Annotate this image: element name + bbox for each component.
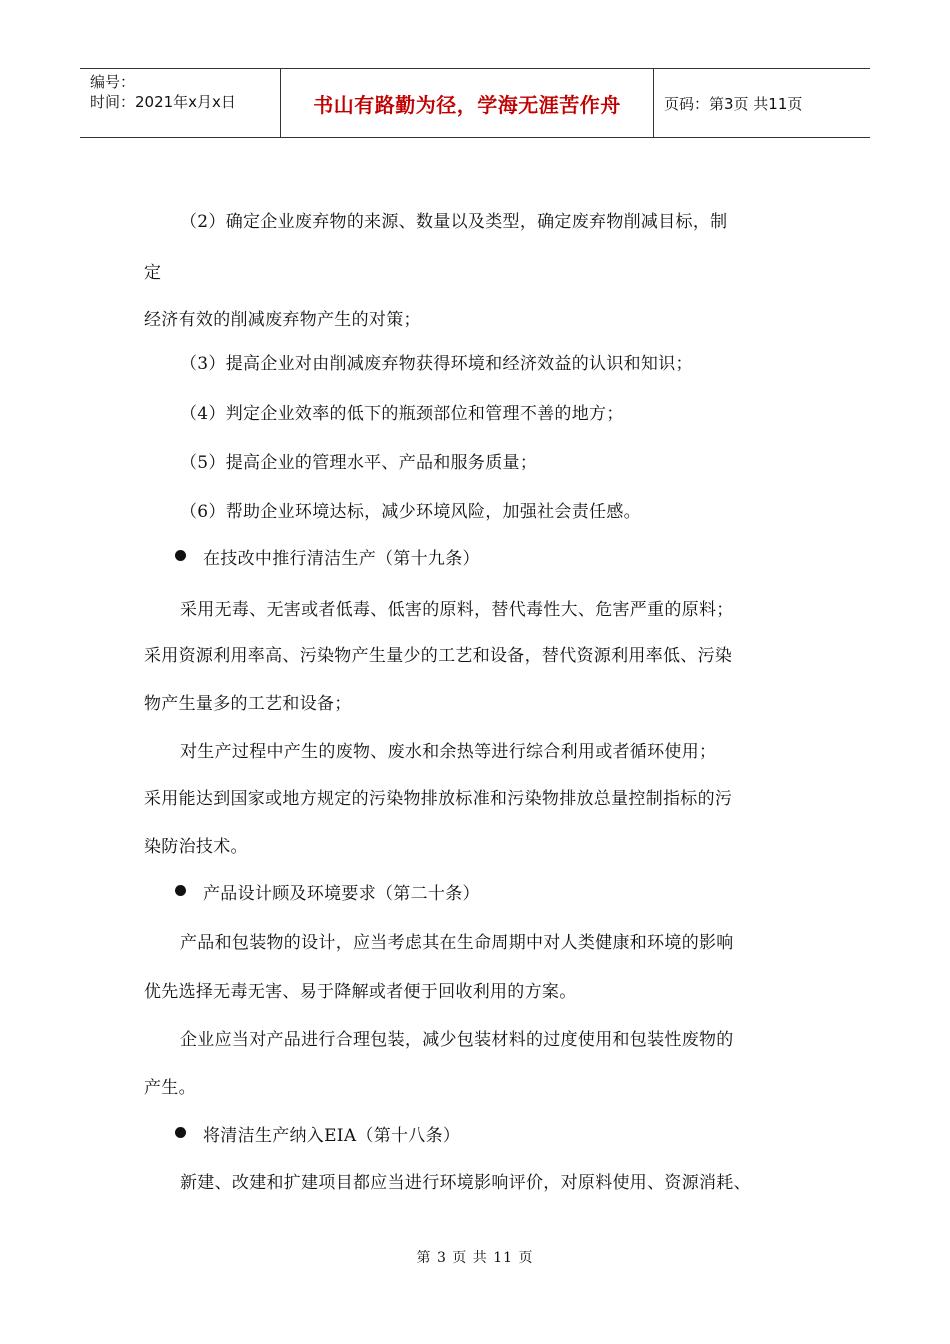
section-heading: 将清洁生产纳入EIA（第十八条） xyxy=(203,1126,461,1146)
paragraph-line: （5）提高企业的管理水平、产品和服务质量； xyxy=(180,453,538,473)
header-motto: 书山有路勤为径，学海无涯苦作舟 xyxy=(281,69,654,137)
paragraph-line: 企业应当对产品进行合理包装，减少包装材料的过度使用和包装性废物的 xyxy=(180,1030,734,1050)
header-number-label: 编号： xyxy=(90,73,136,91)
section-heading: 在技改中推行清洁生产（第十九条） xyxy=(203,549,480,569)
header-date-label: 时间：2021年x月x日 xyxy=(90,93,236,111)
paragraph-line: 染防治技术。 xyxy=(144,837,248,857)
paragraph-line: 经济有效的削减废弃物产生的对策； xyxy=(144,310,421,330)
paragraph-line: （6）帮助企业环境达标，减少环境风险，加强社会责任感。 xyxy=(180,502,641,522)
header-meta xyxy=(80,69,281,137)
paragraph-line: 采用无毒、无害或者低毒、低害的原料，替代毒性大、危害严重的原料； xyxy=(180,600,734,620)
paragraph-line: 采用资源利用率高、污染物产生量少的工艺和设备，替代资源利用率低、污染 xyxy=(144,646,733,666)
paragraph-line: （3）提高企业对由削减废弃物获得环境和经济效益的认识和知识； xyxy=(180,354,693,374)
paragraph-line: 优先选择无毒无害、易于降解或者便于回收利用的方案。 xyxy=(144,982,577,1002)
paragraph-line: 新建、改建和扩建项目都应当进行环境影响评价，对原料使用、资源消耗、 xyxy=(180,1173,751,1193)
paragraph-line: 产品和包装物的设计，应当考虑其在生命周期中对人类健康和环境的影响 xyxy=(180,933,734,953)
paragraph-line: （4）判定企业效率的低下的瓶颈部位和管理不善的地方； xyxy=(180,404,624,424)
section-heading: 产品设计顾及环境要求（第二十条） xyxy=(203,884,480,904)
bullet-icon xyxy=(175,885,186,896)
paragraph-line: 产生。 xyxy=(144,1078,196,1098)
paragraph-line: 定 xyxy=(144,263,162,283)
page-footer: 第 3 页 共 11 页 xyxy=(416,1250,534,1266)
bullet-icon xyxy=(175,1127,186,1138)
paragraph-line: 物产生量多的工艺和设备； xyxy=(144,694,352,714)
paragraph-line: 采用能达到国家或地方规定的污染物排放标准和污染物排放总量控制指标的污 xyxy=(144,789,733,809)
page-header xyxy=(80,68,870,138)
bullet-icon xyxy=(175,550,186,561)
header-page-info: 页码：第3页 共11页 xyxy=(664,94,803,113)
paragraph-line: 对生产过程中产生的废物、废水和余热等进行综合利用或者循环使用； xyxy=(180,742,717,762)
paragraph-line: （2）确定企业废弃物的来源、数量以及类型，确定废弃物削减目标，制 xyxy=(180,212,728,232)
